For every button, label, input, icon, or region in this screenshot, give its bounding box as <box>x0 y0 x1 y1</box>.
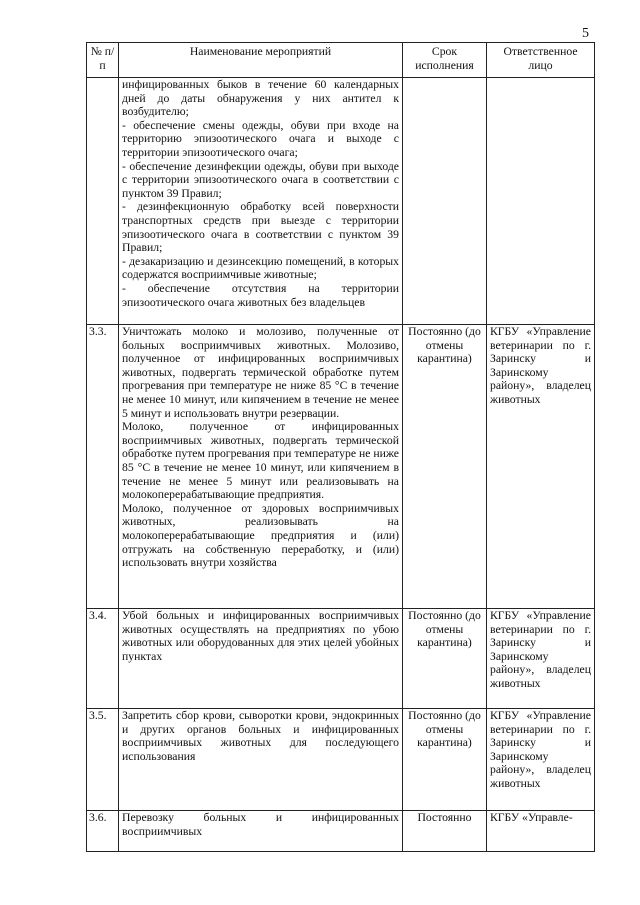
row-term: Постоянно (до отмены карантина) <box>403 709 487 811</box>
table-row <box>87 325 595 609</box>
content-paragraph: Молоко, полученное от инфицированных восприимчивых животных, подвергать термической обработке путем прогревания при температуре не ниже 85 °С в течение не менее 10 минут, или кипячением в течение не менее 5 минут или реализовывать на молокоперерабатывающие предприятия. <box>122 420 399 502</box>
table-row <box>87 811 595 852</box>
row-num <box>87 78 119 325</box>
row-content <box>119 709 403 811</box>
content-paragraph: Запретить сбор крови, сыворотки крови, эндокринных и других органов больных и инфицированных восприимчивых животных для последующего использования <box>122 709 399 763</box>
row-num: 3.4. <box>87 609 119 709</box>
header-name: Наименование мероприятий <box>119 43 403 78</box>
page-number: 5 <box>582 26 589 41</box>
table-row <box>87 609 595 709</box>
row-num: 3.6. <box>87 811 119 852</box>
row-num: 3.5. <box>87 709 119 811</box>
table-row <box>87 78 595 325</box>
table-row <box>87 709 595 811</box>
row-content <box>119 325 403 609</box>
header-num: № п/п <box>87 43 119 78</box>
header-responsible: Ответственное лицо <box>487 43 595 78</box>
row-responsible <box>487 78 595 325</box>
row-content <box>119 609 403 709</box>
row-content <box>119 78 403 325</box>
row-num: 3.3. <box>87 325 119 609</box>
content-paragraph: - обеспечение отсутствия на территории эпизоотического очага животных без владельцев <box>122 281 399 309</box>
row-term: Постоянно (до отмены карантина) <box>403 325 487 609</box>
row-term: Постоянно (до отмены карантина) <box>403 609 487 709</box>
content-paragraph: - обеспечение смены одежды, обуви при входе на территорию эпизоотического очага и выходе с территории эпизоотического очага; <box>122 118 399 159</box>
row-responsible: КГБУ «Управле- <box>487 811 595 852</box>
table-header-row <box>87 43 595 78</box>
row-term: Постоянно <box>403 811 487 852</box>
content-paragraph: - дезакаризацию и дезинсекцию помещений, в которых содержатся восприимчивые животные; <box>122 254 399 282</box>
content-paragraph: Убой больных и инфицированных восприимчивых животных осуществлять на предприятиях по убою животных или оборудованных для этих целей убойных пунктах <box>122 609 399 663</box>
content-paragraph: Уничтожать молоко и молозиво, полученные от больных восприимчивых животных. Молозиво, полученное от инфицированных восприимчивых животных, подвергать термической обработке путем прогревания при температуре не ниже 85 °С в течение не менее 10 минут, или кипячением в течение не менее 5 минут и использовать внутри резервации. <box>122 325 399 420</box>
row-responsible: КГБУ «Управление ветеринарии по г. Заринску и Заринскому району», владелец животных <box>487 325 595 609</box>
content-paragraph: Перевозку больных и инфицированных восприимчивых <box>122 811 399 838</box>
measures-table <box>86 42 595 852</box>
content-paragraph: - обеспечение дезинфекции одежды, обуви при выходе с территории эпизоотического очага в соответствии с пунктом 39 Правил; <box>122 159 399 200</box>
row-content <box>119 811 403 852</box>
content-paragraph: инфицированных быков в течение 60 календарных дней до даты обнаружения у них антител к возбудителю; <box>122 78 399 119</box>
content-paragraph: - дезинфекционную обработку всей поверхности транспортных средств при выезде с территории эпизоотического очага в соответствии с пунктом 39 Правил; <box>122 200 399 255</box>
row-responsible: КГБУ «Управление ветеринарии по г. Заринску и Заринскому району», владелец животных <box>487 609 595 709</box>
row-responsible: КГБУ «Управление ветеринарии по г. Заринску и Заринскому району», владелец животных <box>487 709 595 811</box>
header-term: Срок исполнения <box>403 43 487 78</box>
content-paragraph: Молоко, полученное от здоровых восприимчивых животных, реализовывать на молокоперерабатывающие предприятия и (или) отгружать на собственную переработку, и (или) использовать внутри хозяйства <box>122 501 399 570</box>
row-term <box>403 78 487 325</box>
